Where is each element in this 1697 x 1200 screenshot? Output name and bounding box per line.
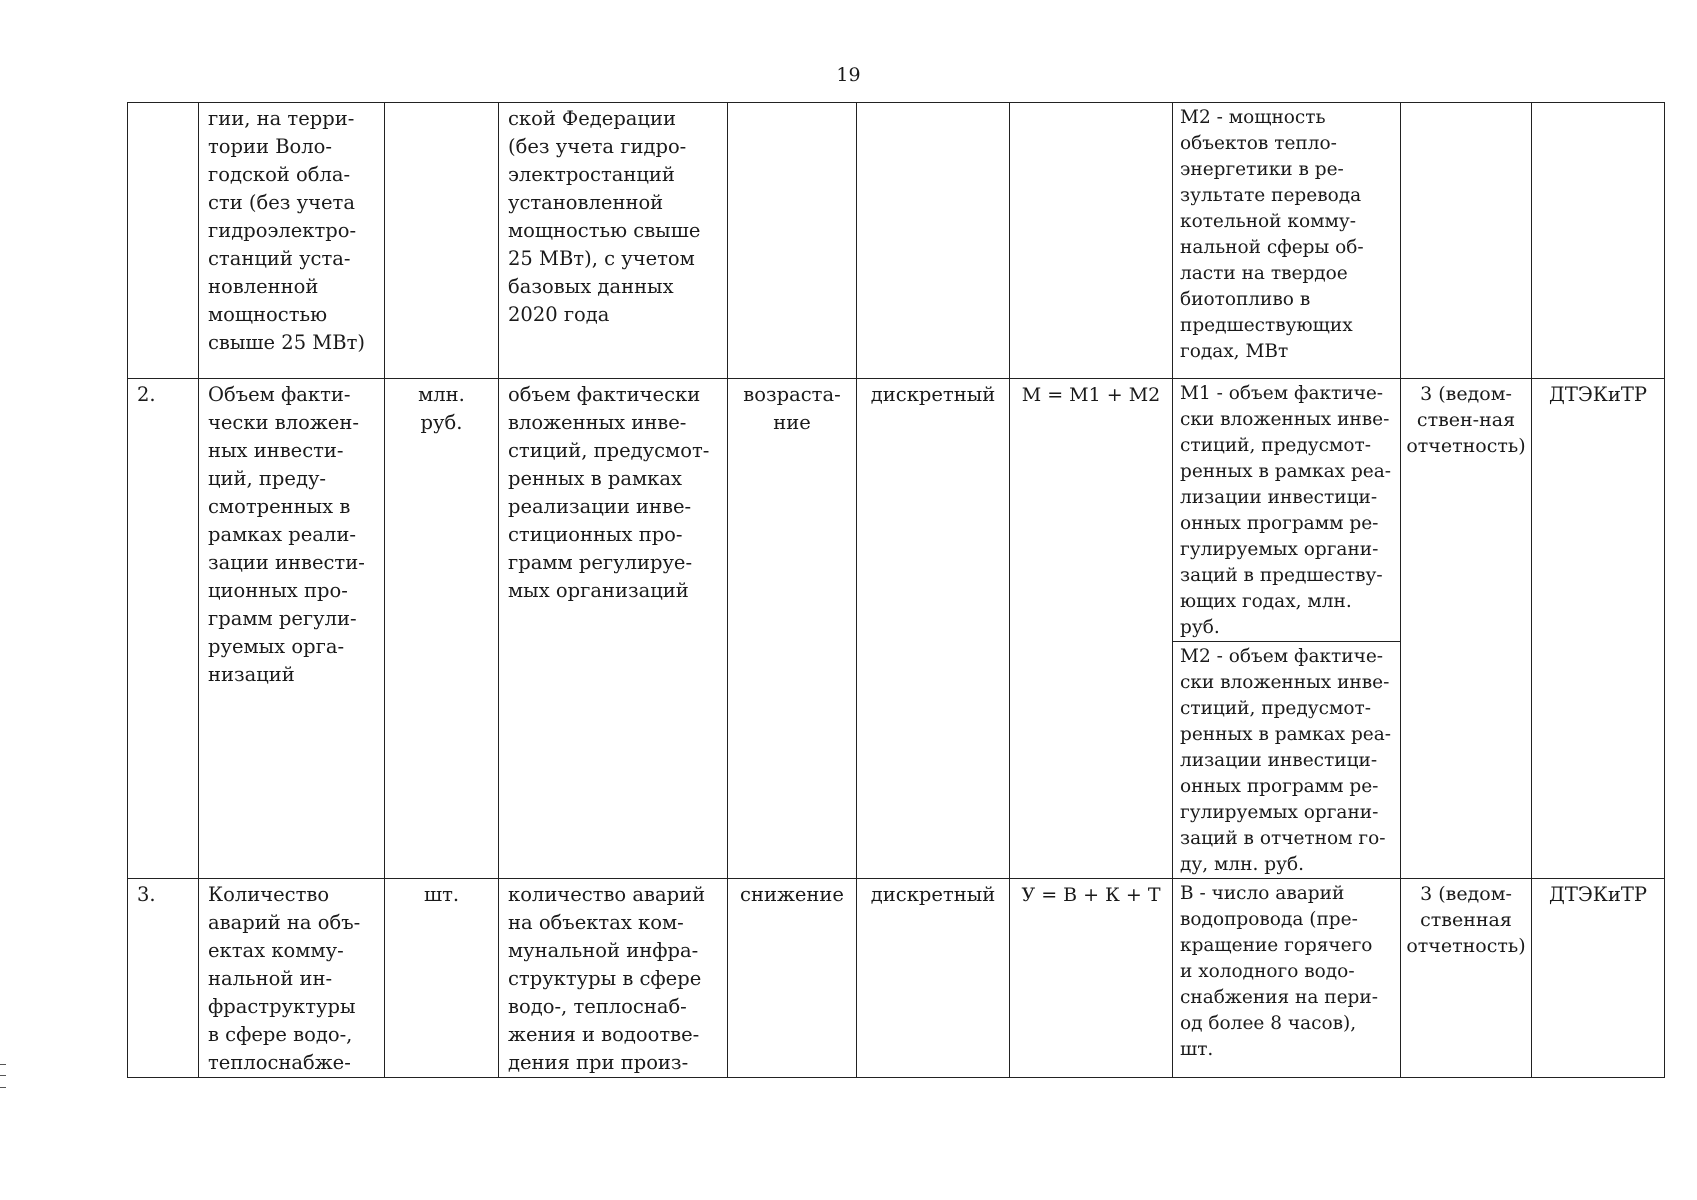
definition-cell: ской Федерации (без учета гидро- электростанций установленной мощностью свыше 25 МВт), с учетом базовых данных 2020 года (499, 103, 728, 379)
row-number: 3. (128, 879, 199, 1078)
type-cell (857, 103, 1010, 379)
definition-cell: объем фактически вложенных инве- стиций, предусмот- ренных в рамках реализации инве- стиционных про- грамм регулируе- мых организаций (499, 379, 728, 879)
variable-cell: М2 - объем фактиче- ски вложенных инве- стиций, предусмот- ренных в рамках реа- лизации инвестици- онных программ ре- гулируемых органи- заций в отчетном го- ду, млн. руб. (1173, 642, 1401, 879)
variable-cell: М1 - объем фактиче- ски вложенных инве- стиций, предусмот- ренных в рамках реа- лизации инвестици- онных программ ре- гулируемых органи- заций в предшеству- ющих годах, млн. руб. (1173, 379, 1401, 642)
definition-cell: количество аварий на объектах ком- мунальной инфра- структуры в сфере водо-, теплоснаб- жения и водоотве- дения при произ- (499, 879, 728, 1078)
unit-cell: шт. (385, 879, 499, 1078)
responsible-cell: ДТЭКиТР (1532, 879, 1665, 1078)
row-number: 2. (128, 379, 199, 879)
indicator-name: Объем факти- чески вложен- ных инвести- ций, преду- смотренных в рамках реали- зации инвести- ционных про- грамм регули- руемых орга- низаций (199, 379, 385, 879)
table-row (128, 379, 1665, 642)
trend-cell (728, 103, 857, 379)
table-row (128, 879, 1665, 1078)
responsible-cell: ДТЭКиТР (1532, 379, 1665, 879)
source-cell (1401, 103, 1532, 379)
formula-cell: У = В + К + Т (1010, 879, 1173, 1078)
formula-cell (1010, 103, 1173, 379)
indicators-table (127, 102, 1665, 1078)
indicator-name: гии, на терри- тории Воло- годской обла- сти (без учета гидроэлектро- станций уста- новленной мощностью свыше 25 МВт) (199, 103, 385, 379)
variable-cell: В - число аварий водопровода (пре- кращение горячего и холодного водо- снабжения на пери- од более 8 часов), шт. (1173, 879, 1401, 1078)
trend-cell: снижение (728, 879, 857, 1078)
responsible-cell (1532, 103, 1665, 379)
table-row (128, 103, 1665, 379)
formula-cell: М = М1 + М2 (1010, 379, 1173, 879)
type-cell: дискретный (857, 379, 1010, 879)
unit-cell (385, 103, 499, 379)
scan-edge-mark (0, 1064, 6, 1088)
trend-cell: возраста- ние (728, 379, 857, 879)
source-cell: 3 (ведом- ственная отчетность) (1401, 879, 1532, 1078)
source-cell: 3 (ведом- ствен-ная отчетность) (1401, 379, 1532, 879)
unit-cell: млн. руб. (385, 379, 499, 879)
type-cell: дискретный (857, 879, 1010, 1078)
variable-cell: М2 - мощность объектов тепло- энергетики в ре- зультате перевода котельной комму- нальной сферы об- ласти на твердое биотопливо в предшествующих годах, МВт (1173, 103, 1401, 379)
row-number (128, 103, 199, 379)
page-number: 19 (836, 64, 861, 86)
indicator-name: Количество аварий на объ- ектах комму- нальной ин- фраструктуры в сфере водо-, теплоснабже- (199, 879, 385, 1078)
